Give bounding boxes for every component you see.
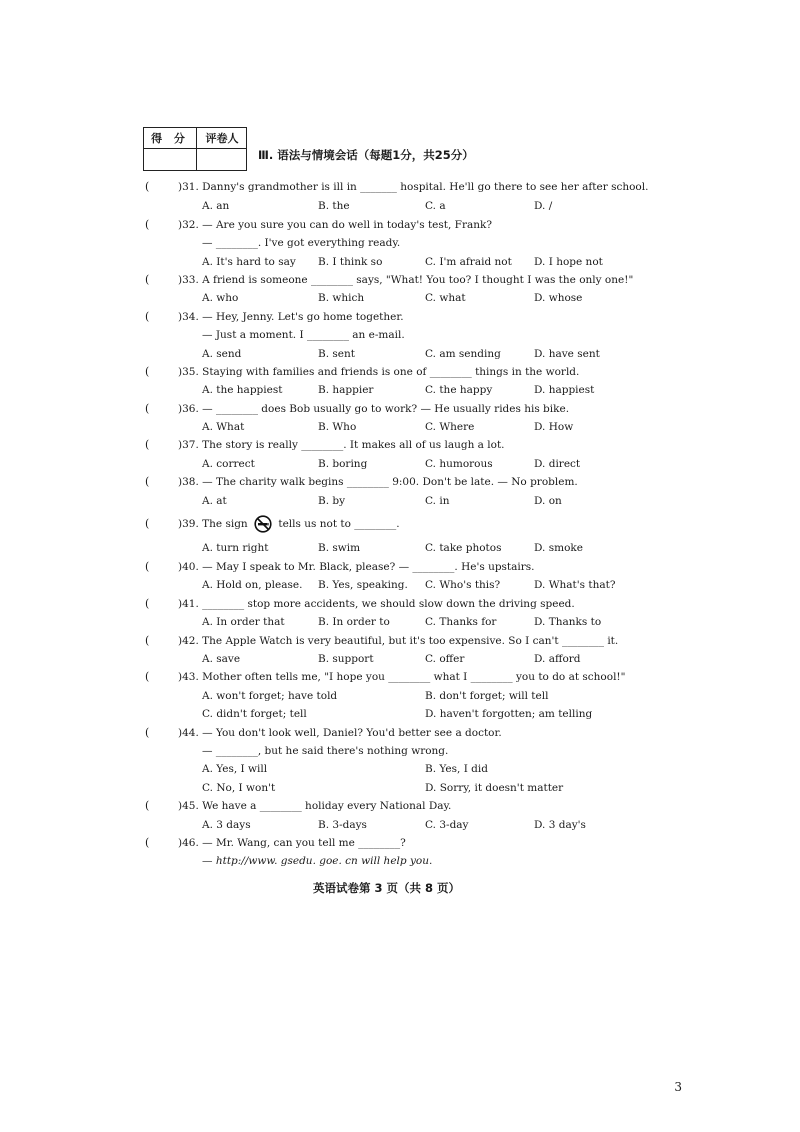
option-b: B. don't forget; will tell xyxy=(425,690,549,702)
option-b: B. I think so xyxy=(318,256,383,268)
question-text: )32. — Are you sure you can do well in today's test, Frank? xyxy=(178,219,492,231)
answer-paren: ( xyxy=(145,560,150,573)
answer-paren: ( xyxy=(145,517,150,530)
option-d: D. happiest xyxy=(534,384,595,396)
question-reply: — ________. I've got everything ready. xyxy=(202,237,401,249)
option-c: C. a xyxy=(425,200,446,212)
page-footer: 英语试卷第 3 页（共 8 页） xyxy=(313,881,461,895)
question-text: )40. — May I speak to Mr. Black, please? — ________. He's upstairs. xyxy=(178,561,535,573)
option-a: A. an xyxy=(202,200,230,212)
option-c: C. I'm afraid not xyxy=(425,256,512,268)
option-c: C. humorous xyxy=(425,458,493,470)
option-b: B. the xyxy=(318,200,350,212)
option-d: D. I hope not xyxy=(534,256,603,268)
option-c: C. take photos xyxy=(425,542,502,554)
question-text: )33. A friend is someone ________ says, "What! You too? I thought I was the only one!" xyxy=(178,274,634,286)
answer-paren: ( xyxy=(145,799,150,812)
question-text xyxy=(178,514,400,534)
option-c: C. Where xyxy=(425,421,475,433)
answer-paren: ( xyxy=(145,597,150,610)
option-b: B. support xyxy=(318,653,374,665)
option-d: D. have sent xyxy=(534,348,600,360)
option-d: D. / xyxy=(534,200,553,212)
answer-paren: ( xyxy=(145,836,150,849)
option-a: A. correct xyxy=(202,458,255,470)
option-c: C. the happy xyxy=(425,384,493,396)
option-b: B. swim xyxy=(318,542,361,554)
option-d: D. afford xyxy=(534,653,581,665)
question-text: )44. — You don't look well, Daniel? You'd better see a doctor. xyxy=(178,727,502,739)
option-c: C. 3-day xyxy=(425,819,469,831)
option-d: D. smoke xyxy=(534,542,583,554)
option-b: B. Yes, I did xyxy=(425,763,488,775)
question-text-post: tells us not to ________. xyxy=(278,518,400,530)
question-text: )42. The Apple Watch is very beautiful, but it's too expensive. So I can't ________ it. xyxy=(178,635,619,647)
option-c: C. offer xyxy=(425,653,465,665)
option-a: A. at xyxy=(202,495,227,507)
answer-paren: ( xyxy=(145,670,150,683)
option-a: A. What xyxy=(202,421,245,433)
option-d: D. 3 day's xyxy=(534,819,586,831)
option-c: C. Thanks for xyxy=(425,616,497,628)
question-text: )36. — ________ does Bob usually go to work? — He usually rides his bike. xyxy=(178,403,570,415)
grader-label: 评卷人 xyxy=(205,132,239,145)
question-text: )41. ________ stop more accidents, we should slow down the driving speed. xyxy=(178,598,575,610)
option-b: B. Yes, speaking. xyxy=(318,579,408,591)
option-b: B. by xyxy=(318,495,346,507)
question-text: )31. Danny's grandmother is ill in _______ hospital. He'll go there to see her after school. xyxy=(178,181,649,193)
question-reply: — http://www. gsedu. goe. cn will help you. xyxy=(202,855,433,867)
option-d: D. Sorry, it doesn't matter xyxy=(425,782,564,794)
question-text: )35. Staying with families and friends is one of ________ things in the world. xyxy=(178,366,580,378)
question-text: )46. — Mr. Wang, can you tell me ________? xyxy=(178,837,406,849)
option-d: D. haven't forgotten; am telling xyxy=(425,708,593,720)
option-a: A. Yes, I will xyxy=(202,763,268,775)
option-a: A. won't forget; have told xyxy=(202,690,338,702)
option-c: C. what xyxy=(425,292,466,304)
score-label: 得 分 xyxy=(151,132,189,145)
option-d: D. What's that? xyxy=(534,579,616,591)
option-a: A. turn right xyxy=(202,542,269,554)
option-b: B. which xyxy=(318,292,365,304)
option-c: C. didn't forget; tell xyxy=(202,708,307,720)
answer-paren: ( xyxy=(145,726,150,739)
option-d: D. Thanks to xyxy=(534,616,602,628)
answer-paren: ( xyxy=(145,273,150,286)
question-text: )37. The story is really ________. It makes all of us laugh a lot. xyxy=(178,439,505,451)
option-d: D. on xyxy=(534,495,562,507)
option-c: C. in xyxy=(425,495,450,507)
answer-paren: ( xyxy=(145,218,150,231)
option-d: D. How xyxy=(534,421,574,433)
question-text: )34. — Hey, Jenny. Let's go home together. xyxy=(178,311,404,323)
option-b: B. sent xyxy=(318,348,355,360)
question-text: )43. Mother often tells me, "I hope you ________ what I ________ you to do at school!" xyxy=(178,671,626,683)
no-smoking-sign-icon xyxy=(254,515,272,533)
option-a: A. 3 days xyxy=(202,819,251,831)
option-d: D. whose xyxy=(534,292,583,304)
question-text-pre: )39. The sign xyxy=(178,518,248,530)
option-b: B. boring xyxy=(318,458,368,470)
question-reply: — Just a moment. I ________ an e-mail. xyxy=(202,329,405,341)
answer-paren: ( xyxy=(145,310,150,323)
option-a: A. In order that xyxy=(202,616,285,628)
option-a: A. the happiest xyxy=(202,384,283,396)
option-c: C. No, I won't xyxy=(202,782,276,794)
page-number: 3 xyxy=(674,1080,682,1094)
option-a: A. send xyxy=(202,348,242,360)
answer-paren: ( xyxy=(145,180,150,193)
answer-paren: ( xyxy=(145,365,150,378)
option-a: A. It's hard to say xyxy=(202,256,296,268)
option-c: C. Who's this? xyxy=(425,579,501,591)
option-a: A. Hold on, please. xyxy=(202,579,303,591)
answer-paren: ( xyxy=(145,438,150,451)
option-b: B. Who xyxy=(318,421,357,433)
option-c: C. am sending xyxy=(425,348,501,360)
section-title: Ⅲ. 语法与情境会话（每题1分，共25分） xyxy=(258,148,474,162)
answer-paren: ( xyxy=(145,634,150,647)
answer-paren: ( xyxy=(145,402,150,415)
score-box xyxy=(143,127,247,171)
option-d: D. direct xyxy=(534,458,581,470)
option-b: B. In order to xyxy=(318,616,390,628)
question-text: )38. — The charity walk begins ________ 9:00. Don't be late. — No problem. xyxy=(178,476,578,488)
question-text: )45. We have a ________ holiday every National Day. xyxy=(178,800,452,812)
answer-paren: ( xyxy=(145,475,150,488)
question-reply: — ________, but he said there's nothing wrong. xyxy=(202,745,449,757)
option-a: A. save xyxy=(202,653,241,665)
option-b: B. happier xyxy=(318,384,374,396)
option-b: B. 3-days xyxy=(318,819,367,831)
option-a: A. who xyxy=(202,292,239,304)
